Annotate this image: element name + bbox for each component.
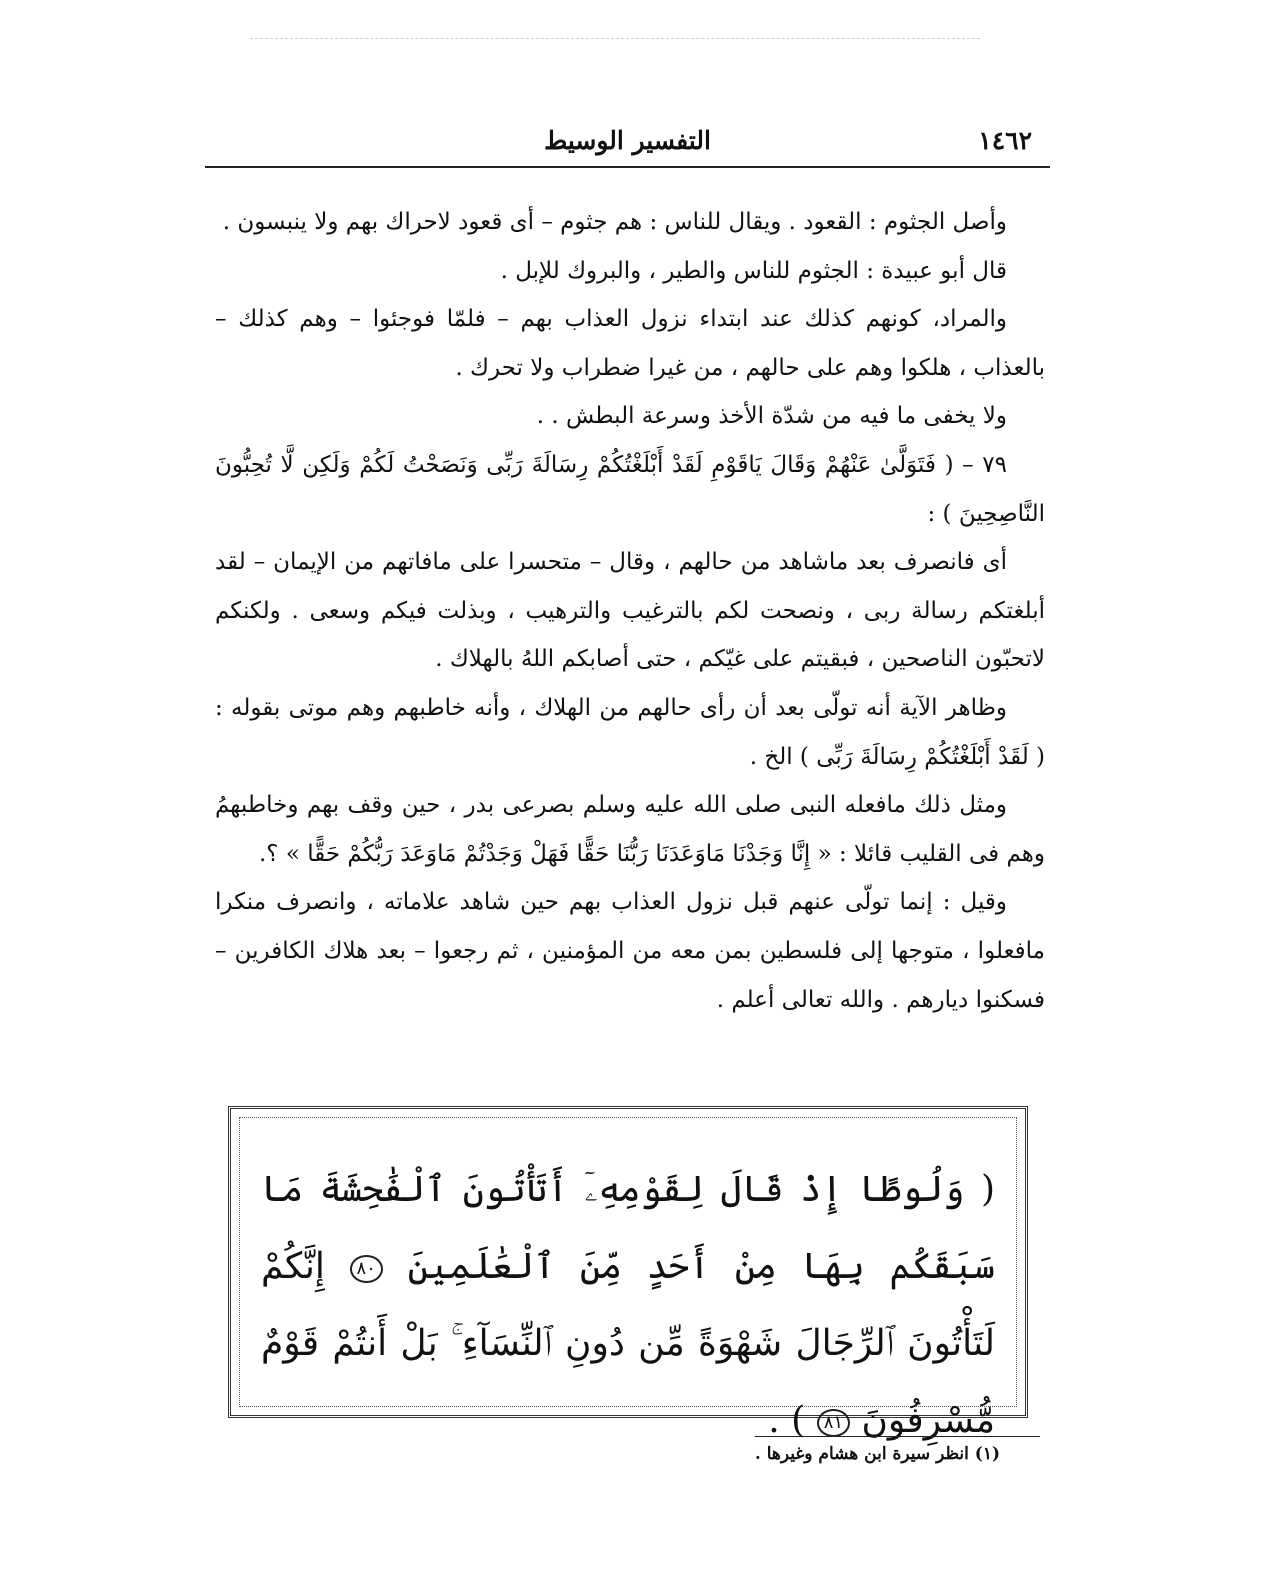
commentary-text [215, 198, 1045, 1024]
footnote-rule [755, 1436, 1040, 1437]
paragraph: ولا يخفى ما فيه من شدّة الأخذ وسرعة البطش . . [536, 403, 1007, 430]
paragraph: وقيل : إنما تولّى عنهم قبل نزول العذاب بهم حين شاهد علاماته ، وانصرف منكرا مافعلوا ، متوجها إلى فلسطين بمن معه من المؤمنين ، ثم رجعوا – بعد هلاك الكافرين – فسكنوا ديارهم . والله تعالى أعلم . [215, 889, 1045, 1013]
paragraph: وظاهر الآية أنه تولّى بعد أن رأى حالهم من الهلاك ، وأنه خاطبهم وهم موتى بقوله : ( لَقَدْ أَبْلَغْتُكُمْ رِسَالَةَ رَبِّى ) الخ . [215, 694, 1045, 770]
paragraph: ومثل ذلك مافعله النبى صلى الله عليه وسلم بصرعى بدر ، حين وقف بهم وخاطبهمُ وهم فى القليب قائلا : « إِنَّا وَجَدْنَا مَاوَعَدَنَا رَبُّنَا حَقًّا فَهَلْ وَجَدْتُمْ مَاوَعَدَ رَبُّكُمْ حَقًّا » ؟. [215, 792, 1045, 867]
verse-text-part: إِنَّكُمْ لَتَأْتُونَ ٱلرِّجَالَ شَهْوَةً مِّن دُونِ ٱلنِّسَآءِ ۚ بَلْ أَنتُمْ قَوْمٌ مُّسْرِفُونَ [261, 1246, 995, 1441]
running-title: التفسير الوسيط [544, 126, 711, 155]
paragraph: والمراد، كونهم كذلك عند ابتداء نزول العذاب بهم – فلمّا فوجئوا – وهم كذلك – بالعذاب ، هلكوا وهم على حالهم ، من غيرا ضطراب ولا تحرك . [215, 306, 1045, 381]
header-rule [205, 166, 1050, 168]
ayah-number-marker: ٨١ [817, 1409, 850, 1437]
paragraph: وأصل الجثوم : القعود . ويقال للناس : هم جثوم – أى قعود لاحراك بهم ولا ينبسون . [222, 209, 1007, 235]
verse-heading: ٧٩ – ( فَتَوَلَّىٰ عَنْهُمْ وَقَالَ يَاقَوْمِ لَقَدْ أَبْلَغْتُكُمْ رِسَالَةَ رَبِّى وَنَصَحْتُ لَكُمْ وَلَكِن لَّا تُحِبُّونَ النَّاصِحِينَ ) : [215, 451, 1045, 527]
verse-text-part: ( وَلُوطًا إِذْ قَالَ لِقَوْمِهِۦٓ أَتَأْتُونَ ٱلْفَٰحِشَةَ مَا سَبَقَكُم بِهَا مِنْ أَحَدٍ مِّنَ ٱلْعَٰلَمِينَ [261, 1169, 995, 1287]
quran-verse [261, 1151, 995, 1459]
verse-frame [228, 1106, 1028, 1441]
ayah-number-marker: ٨٠ [350, 1255, 383, 1283]
verse-text-end: ) . [768, 1400, 806, 1441]
page-header [205, 126, 1050, 166]
footnote: (١) انظر سيرة ابن هشام وغيرها . [754, 1444, 1000, 1464]
page-number: ١٤٦٢ [978, 126, 1032, 155]
scan-edge-line [250, 38, 980, 39]
paragraph: قال أبو عبيدة : الجثوم للناس والطير ، والبروك للإبل . [500, 257, 1007, 284]
paragraph: أى فانصرف بعد ماشاهد من حالهم ، وقال – متحسرا على مافاتهم من الإيمان – لقد أبلغتكم رسالة ربى ، ونصحت لكم بالترغيب والترهيب ، وبذلت فيكم وسعى . ولكنكم لاتحبّون الناصحين ، فبقيتم على غيّكم ، حتى أصابكم اللهُ بالهلاك . [215, 549, 1045, 673]
